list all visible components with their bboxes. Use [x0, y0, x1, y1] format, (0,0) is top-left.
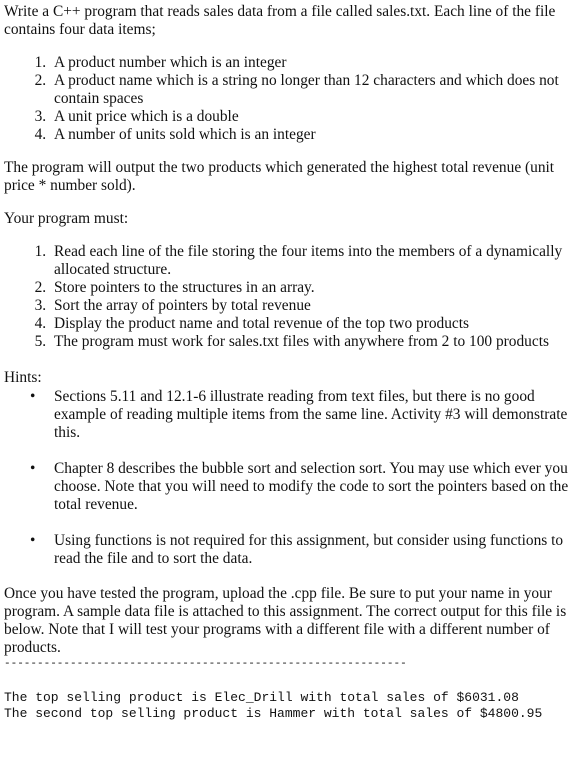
- requirements-list: [4, 243, 584, 351]
- hint-text: Chapter 8 describes the bubble sort and selection sort. You may use which ever you choose. Note that you will need to modify the code to sort the pointers based on the total revenue.: [54, 460, 569, 513]
- list-item: 4. A number of units sold which is an integer: [50, 126, 584, 144]
- data-items-list: [4, 54, 584, 144]
- output-line: The top selling product is Elec_Drill with total sales of $6031.08: [4, 690, 519, 705]
- requirements-heading: Your program must:: [4, 210, 129, 227]
- list-item: 5. The program must work for sales.txt files with anywhere from 2 to 100 products: [50, 333, 584, 351]
- list-item: [30, 388, 584, 442]
- hints-heading: Hints:: [4, 369, 42, 386]
- intro-paragraph: Write a C++ program that reads sales data from a file called sales.txt. Each line of the file contains four data items;: [4, 3, 556, 38]
- list-item: 2. Store pointers to the structures in an array.: [50, 279, 584, 297]
- assignment-document: [4, 3, 584, 722]
- closing-paragraph: Once you have tested the program, upload the .cpp file. Be sure to put your name in your program. A sample data file is attached to this assignment. The correct output for this file is below. Note that I will test your programs with a different file with a different number of products.: [4, 585, 567, 656]
- bullet-icon: •: [30, 388, 36, 405]
- list-item: 4. Display the product name and total revenue of the top two products: [50, 315, 584, 333]
- separator-line: -------------------------------------------------------------: [4, 658, 407, 670]
- output-description: The program will output the two products which generated the highest total revenue (unit price * number sold).: [4, 159, 555, 194]
- sample-output: [4, 690, 584, 722]
- list-item: 3. Sort the array of pointers by total revenue: [50, 297, 584, 315]
- list-item: 1. Read each line of the file storing the four items into the members of a dynamically allocated structure.: [50, 243, 584, 279]
- list-item: 2. A product name which is a string no longer than 12 characters and which does not contain spaces: [50, 72, 584, 108]
- list-item: 1. A product number which is an integer: [50, 54, 584, 72]
- bullet-icon: •: [30, 532, 36, 549]
- list-item: [30, 460, 584, 514]
- hint-text: Using functions is not required for this assignment, but consider using functions to read the file and to sort the data.: [54, 532, 564, 567]
- bullet-icon: •: [30, 460, 36, 477]
- hints-list: [4, 388, 584, 568]
- hint-text: Sections 5.11 and 12.1-6 illustrate reading from text files, but there is no good example of reading multiple items from the same line. Activity #3 will demonstrate this.: [54, 388, 568, 441]
- list-item: 3. A unit price which is a double: [50, 108, 584, 126]
- list-item: [30, 532, 584, 568]
- output-line: The second top selling product is Hammer with total sales of $4800.95: [4, 706, 543, 721]
